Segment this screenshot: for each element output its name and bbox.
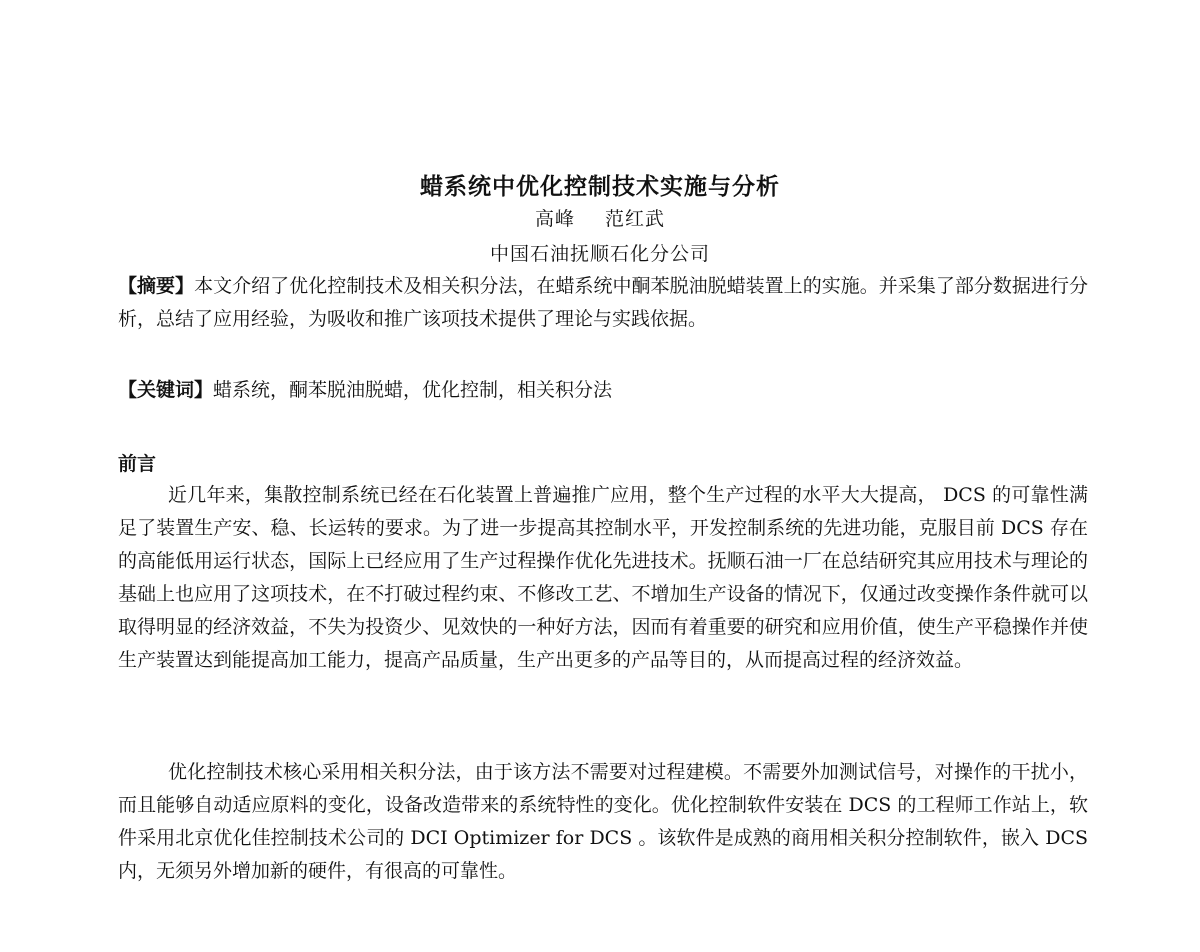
keywords	[118, 374, 1088, 407]
keywords-text: 蜡系统，酮苯脱油脱蜡，优化控制，相关积分法	[213, 379, 613, 401]
keywords-label: 【关键词】	[118, 379, 214, 401]
author-name: 高峰	[534, 208, 575, 230]
body-paragraph: 近几年来，集散控制系统已经在石化装置上普遍推广应用，整个生产过程的水平大大提高， DCS 的可靠性满足了装置生产安、稳、长运转的要求。为了进一步提高其控制水平，开发控制系统的先进功能，克服目前 DCS 存在的高能低用运行状态，国际上已经应用了生产过程操作优化先进技术。抚顺石油一厂在总结研究其应用技术与理论的基础上也应用了这项技术，在不打破过程约束、不修改工艺、不增加生产设备的情况下，仅通过改变操作条件就可以取得明显的经济效益，不失为投资少、见效快的一种好方法，因而有着重要的研究和应用价值，使生产平稳操作并使生产装置达到能提高加工能力，提高产品质量，生产出更多的产品等目的，从而提高过程的经济效益。	[118, 484, 1088, 671]
paper-title: 蜡系统中优化控制技术实施与分析	[420, 173, 780, 200]
abstract	[118, 270, 1088, 336]
affiliation: 中国石油抚顺石化分公司	[489, 243, 710, 265]
abstract-text: 本文介绍了优化控制技术及相关积分法，在蜡系统中酮苯脱油脱蜡装置上的实施。并采集了部分数据进行分析，总结了应用经验，为吸收和推广该项技术提供了理论与实践依据。	[118, 275, 1088, 330]
body-paragraph: 优化控制技术核心采用相关积分法，由于该方法不需要对过程建模。不需要外加测试信号，对操作的干扰小，而且能够自动适应原料的变化，设备改造带来的系统特性的变化。优化控制软件安装在 DCS 的工程师工作站上，软件采用北京优化佳控制技术公司的 DCI Optimizer for DCS 。该软件是成熟的商用相关积分控制软件，嵌入 DCS 内，无须另外增加新的硬件，有很高的可靠性。	[118, 761, 1088, 882]
author-name: 范红武	[605, 208, 666, 230]
section-heading: 前言	[118, 453, 157, 475]
abstract-label: 【摘要】	[118, 275, 195, 297]
author-line	[0, 204, 1200, 231]
